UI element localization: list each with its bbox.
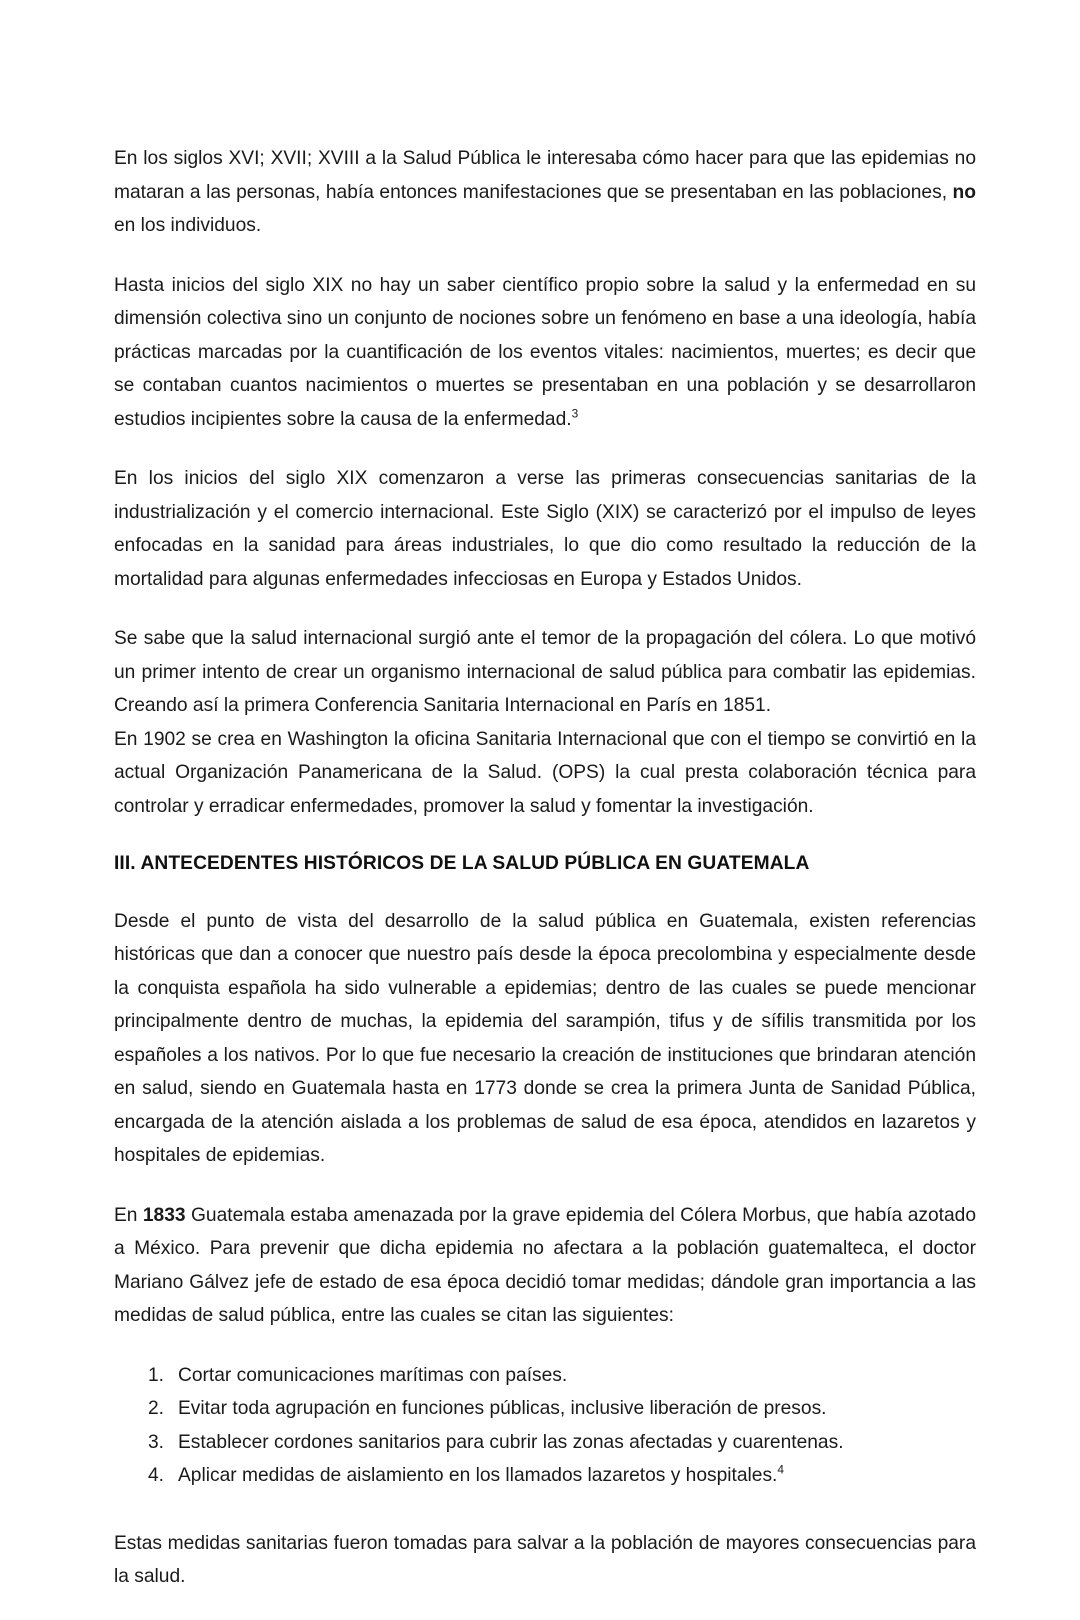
document-body: [114, 142, 976, 1620]
footnote-reference-4: 4: [777, 1462, 785, 1477]
paragraph-conclusion-medidas-sanitarias: Estas medidas sanitarias fueron tomadas para salvar a la población de mayores consecuencias para la salud.: [114, 1532, 976, 1587]
list-item-label: Aplicar medidas de aislamiento en los llamados lazaretos y hospitales.: [178, 1465, 778, 1486]
list-item: [114, 1392, 976, 1426]
list-item: [114, 1359, 976, 1393]
paragraph-line-oficina-sanitaria-1902: En 1902 se crea en Washington la oficina Sanitaria Internacional que con el tiempo se convirtió en la actual Organización Panamericana de la Salud. (OPS) la cual presta colaboración técnica para controlar y erradicar enfermedades, promover la salud y fomentar la investigación.: [114, 728, 976, 817]
list-item-label: Establecer cordones sanitarios para cubrir las zonas afectadas y cuarentenas.: [178, 1431, 844, 1453]
paragraph-text-part-1: En: [114, 1204, 143, 1226]
list-item: [114, 1459, 976, 1493]
section-heading-antecedentes-historicos: III. ANTECEDENTES HISTÓRICOS DE LA SALUD PÚBLICA EN GUATEMALA: [114, 853, 810, 874]
paragraph-siglos-xvi-xviii: [114, 142, 976, 243]
paragraph-inicios-siglo-xix-industrializacion: En los inicios del siglo XIX comenzaron a verse las primeras consecuencias sanitarias de la industrialización y el comercio internacional. Este Siglo (XIX) se caracterizó por el impulso de leyes enfocadas en la sanidad para áreas industriales, lo que dio como resultado la reducción de la mortalidad para algunas enfermedades infecciosas en Europa y Estados Unidos.: [114, 468, 976, 590]
paragraph-text-part-1: En los siglos XVI; XVII; XVIII a la Salud Pública le interesaba cómo hacer para que las epidemias no mataran a las personas, había entonces manifestaciones que se presentaban en las poblaciones,: [114, 148, 976, 203]
paragraph-salud-internacional-colera: [114, 622, 976, 823]
paragraph-siglo-xix-saber-cientifico: [114, 269, 976, 437]
list-bottom-spacer: [114, 1519, 976, 1527]
footnote-reference-3: 3: [571, 406, 579, 421]
paragraph-text: Hasta inicios del siglo XIX no hay un saber científico propio sobre la salud y la enfermedad en su dimensión colectiva sino un conjunto de nociones sobre un fenómeno en base a una ideología, había prácticas marcadas por la cuantificación de los eventos vitales: nacimientos, muertes; es decir que se contaban cuantos nacimientos o muertes se presentaban en una población y se desarrollaron estudios incipientes sobre la causa de la enfermedad.: [114, 274, 976, 430]
paragraph-1833-colera-morbus: [114, 1199, 976, 1333]
paragraph-text-part-2: en los individuos.: [114, 215, 262, 236]
list-item-label: Cortar comunicaciones marítimas con países.: [178, 1364, 568, 1386]
list-item: [114, 1426, 976, 1460]
paragraph-line-conferencia-sanitaria: Se sabe que la salud internacional surgió ante el temor de la propagación del cólera. Lo que motivó un primer intento de crear un organismo internacional de salud pública para combatir las epidemias. Creando así la primera Conferencia Sanitaria Internacional en París en 1851.: [114, 628, 976, 716]
paragraph-text-part-2: Guatemala estaba amenazada por la grave epidemia del Cólera Morbus, que había azotado a México. Para prevenir que dicha epidemia no afectara a la población guatemalteca, el doctor Mariano Gálvez jefe de estado de esa época decidió tomar medidas; dándole gran importancia a las medidas de salud pública, entre las cuales se citan las siguientes:: [114, 1204, 976, 1326]
emphasis-no: no: [952, 181, 976, 203]
emphasis-year-1833: 1833: [142, 1204, 186, 1226]
paragraph-desarrollo-salud-publica-guatemala: Desde el punto de vista del desarrollo de la salud pública en Guatemala, existen referencias históricas que dan a conocer que nuestro país desde la época precolombina y especialmente desde la conquista española ha sido vulnerable a epidemias; dentro de las cuales se puede mencionar principalmente dentro de muchas, la epidemia del sarampión, tifus y de sífilis transmitida por los españoles a los nativos. Por lo que fue necesario la creación de instituciones que brindaran atención en salud, siendo en Guatemala hasta en 1773 donde se crea la primera Junta de Sanidad Pública, encargada de la atención aislada a los problemas de salud de esa época, atendidos en lazaretos y hospitales de epidemias.: [114, 910, 976, 1166]
measures-numbered-list: [114, 1359, 976, 1493]
list-item-label: Evitar toda agrupación en funciones públicas, inclusive liberación de presos.: [178, 1398, 827, 1419]
